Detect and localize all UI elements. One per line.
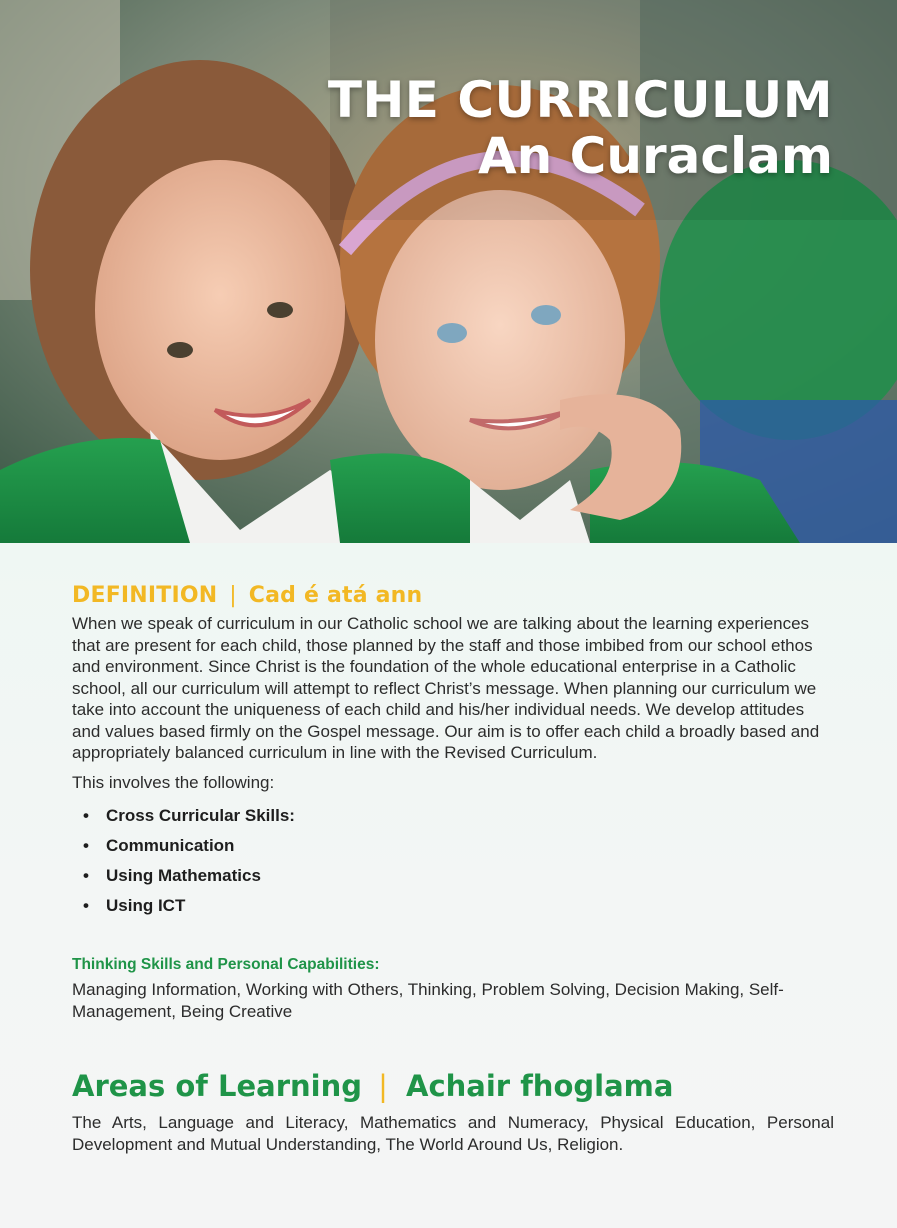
page-title [328, 72, 833, 184]
page-title-irish: An Curaclam [477, 127, 833, 185]
bullet-icon: • [83, 806, 89, 825]
list-item-label: Cross Curricular Skills: [106, 806, 295, 825]
bullet-icon: • [83, 896, 89, 915]
areas-heading-irish: Achair fhoglama [406, 1069, 674, 1103]
content-panel [0, 543, 897, 1228]
list-item [72, 831, 834, 861]
areas-heading-english: Areas of Learning [72, 1069, 362, 1103]
areas-of-learning-heading [72, 1068, 834, 1104]
definition-heading [72, 581, 834, 611]
hero-photo [0, 0, 897, 543]
list-item-label: Communication [106, 836, 235, 855]
areas-heading-separator: | [378, 1069, 388, 1103]
definition-paragraph: When we speak of curriculum in our Catholic school we are talking about the learning experiences that are present for each child, those planned by the staff and those imbibed from our school ethos and environment. Since Christ is the foundation of the whole educational enterprise in a Catholic school, all our curriculum will attempt to reflect Christ’s message. When planning our curriculum we take into account the uniqueness of each child and his/her individual needs. We develop attitudes and values based firmly on the Gospel message. Our aim is to offer each child a broadly based and appropriately balanced curriculum in line with the Revised Curriculum. [72, 614, 820, 762]
list-item-label: Using ICT [106, 896, 186, 915]
bullet-icon: • [83, 866, 89, 885]
skills-list [72, 801, 834, 921]
areas-of-learning-text: The Arts, Language and Literacy, Mathematics and Numeracy, Physical Education, Personal Development and Mutual Understanding, The World Around Us, Religion. [72, 1113, 834, 1154]
bullet-icon: • [83, 836, 89, 855]
definition-heading-separator: | [229, 583, 237, 608]
thinking-skills-text: Managing Information, Working with Others, Thinking, Problem Solving, Decision Making, Self-Management, Being Creative [72, 980, 784, 1021]
list-item [72, 861, 834, 891]
list-item-label: Using Mathematics [106, 866, 261, 885]
content-body [72, 581, 834, 1156]
involves-intro: This involves the following: [72, 772, 275, 792]
list-item [72, 891, 834, 921]
definition-heading-irish: Cad é atá ann [248, 583, 423, 608]
thinking-skills-heading: Thinking Skills and Personal Capabilities: [72, 956, 380, 973]
definition-heading-english: DEFINITION [72, 583, 218, 608]
list-item [72, 801, 834, 831]
page-title-english: THE CURRICULUM [327, 71, 833, 129]
